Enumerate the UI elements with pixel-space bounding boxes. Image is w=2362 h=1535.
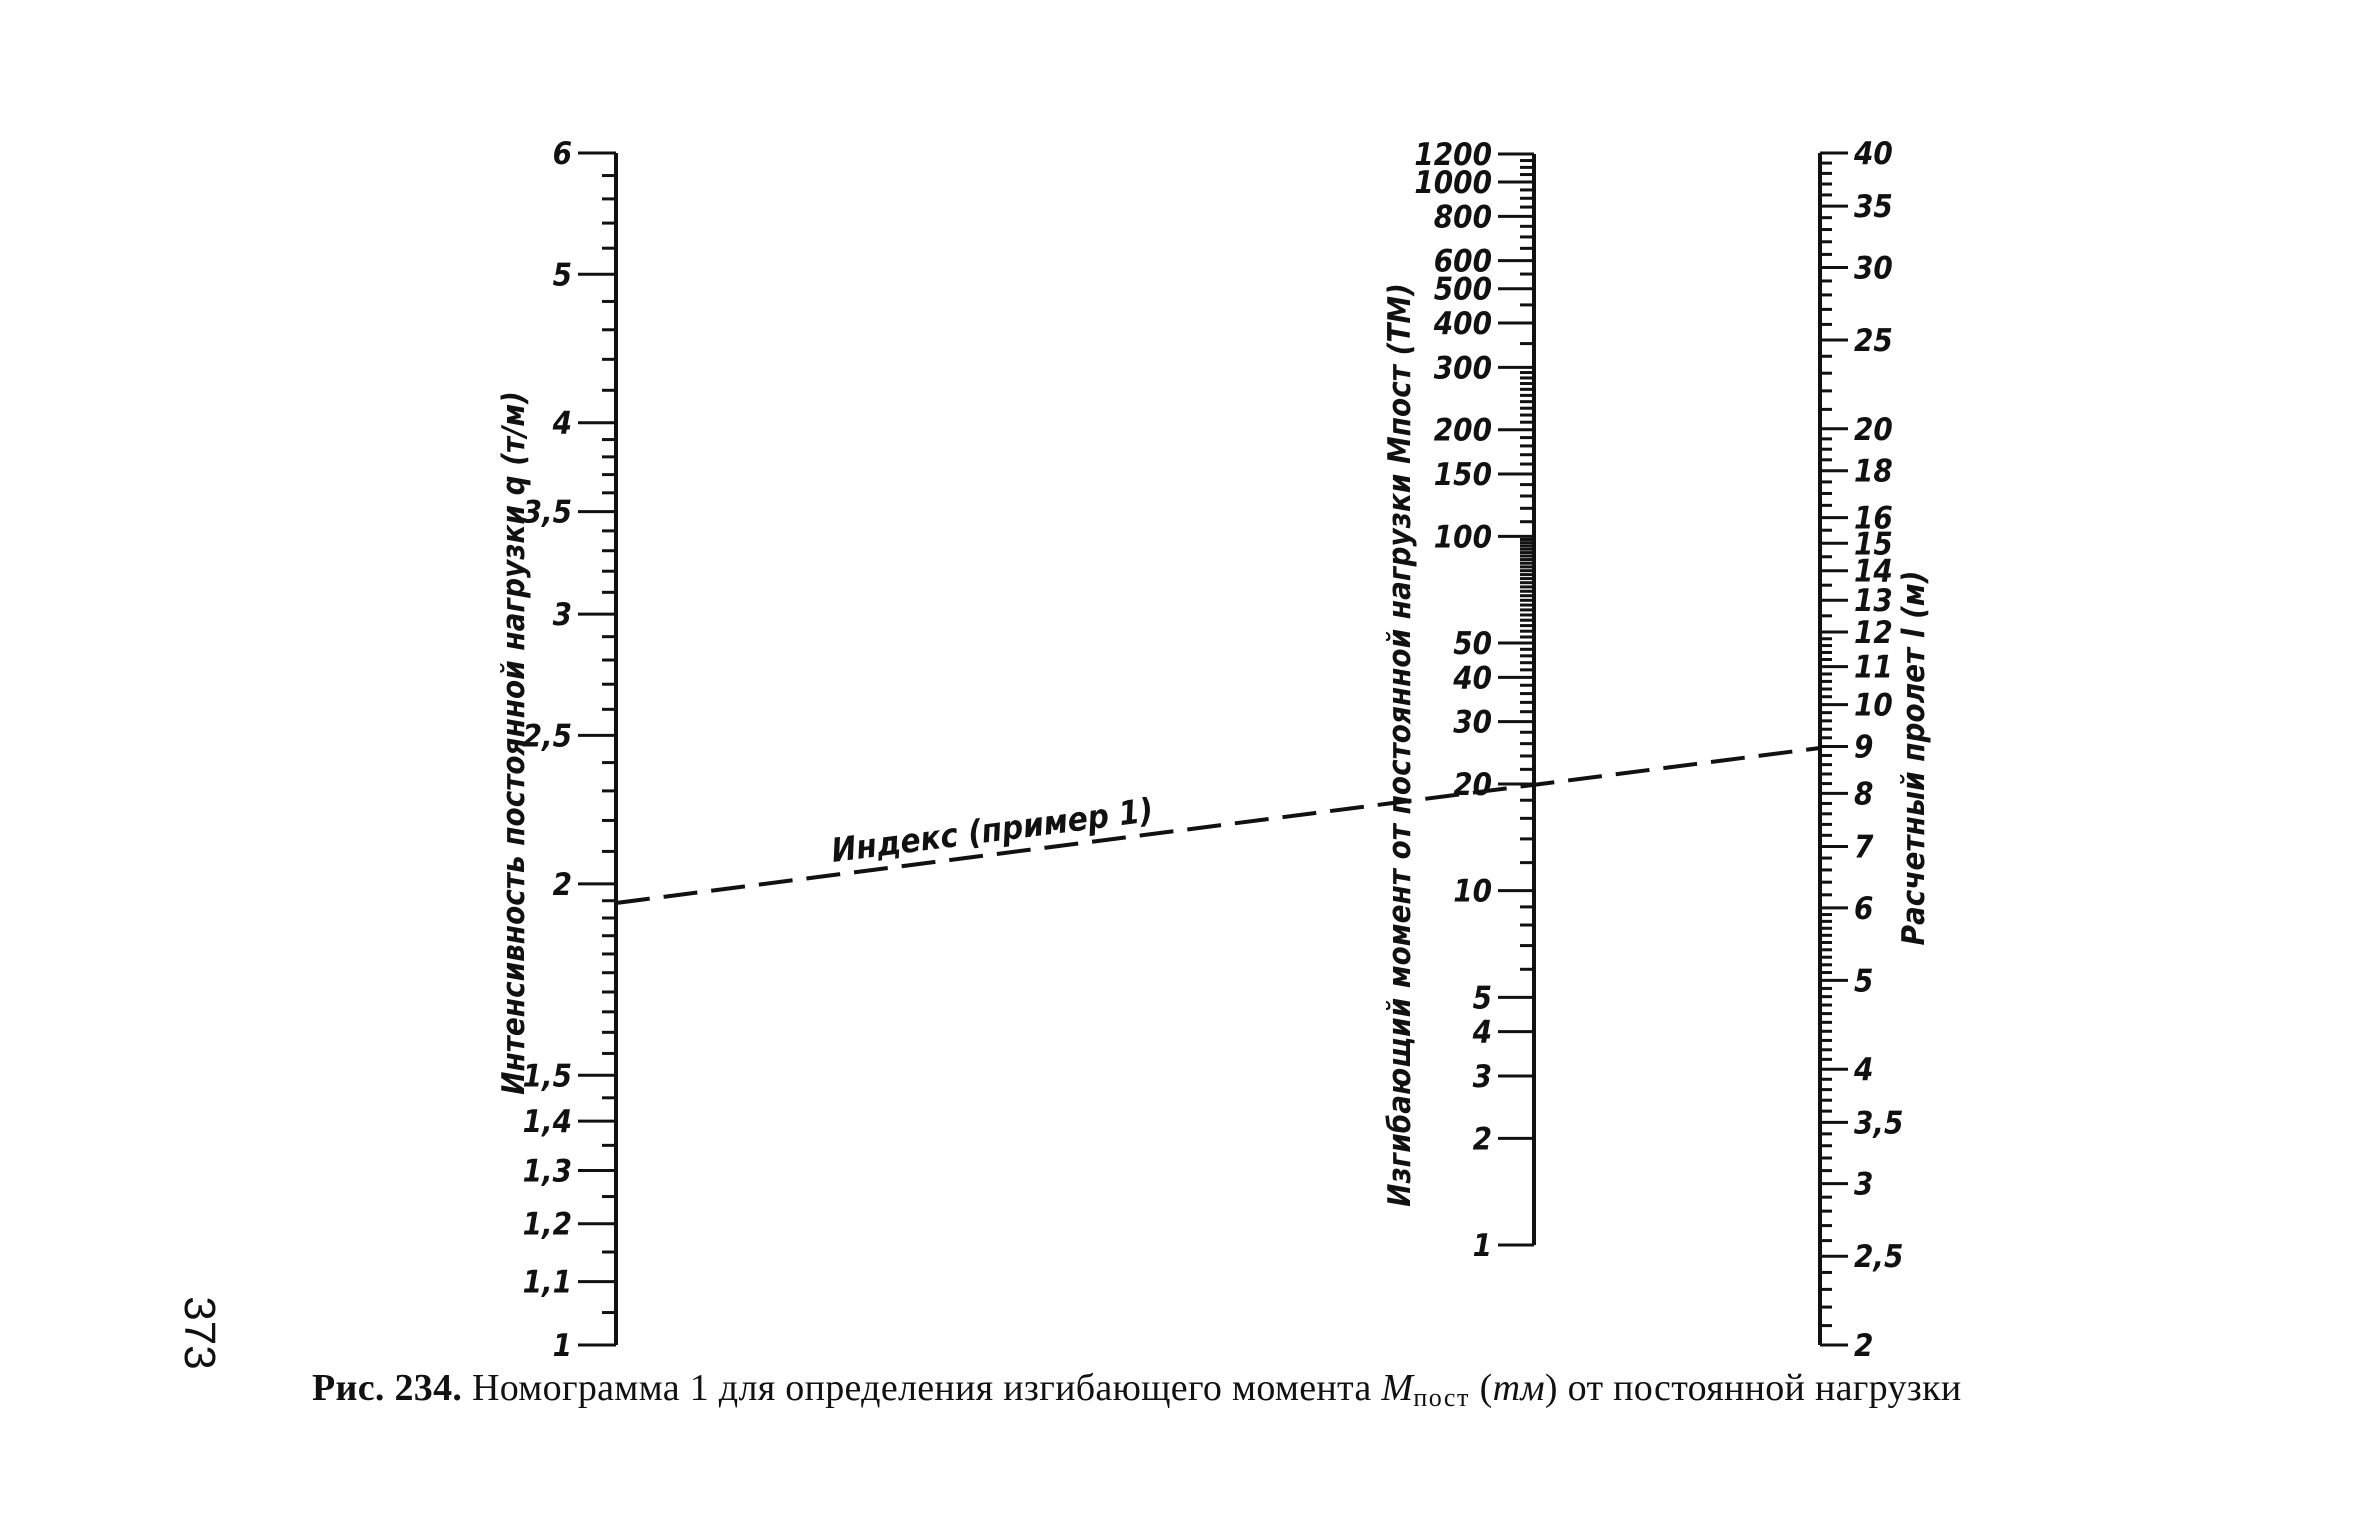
l-tick-label: 4 — [1854, 1052, 1874, 1089]
q-tick-label: 1,2 — [522, 1206, 572, 1243]
figure-label: Рис. 234. — [312, 1367, 463, 1409]
l-tick-label: 10 — [1854, 687, 1893, 724]
q-scale-ticks — [523, 136, 616, 1364]
l-tick-label: 3 — [1854, 1166, 1874, 1203]
q-tick-label: 1,4 — [522, 1104, 572, 1141]
index-line-label: Индекс (пример 1) — [829, 790, 1156, 870]
m-tick-label: 4 — [1472, 1014, 1492, 1051]
page-number: 373 — [175, 1296, 224, 1370]
q-scale-title: Интенсивность постоянной нагрузки q (т/м) — [496, 391, 532, 1095]
l-tick-label: 2 — [1854, 1328, 1874, 1364]
m-scale-ticks — [1414, 137, 1534, 1264]
caption-text-3: ) от постоянной нагрузки — [1544, 1367, 1962, 1409]
caption-symbol: M — [1381, 1367, 1414, 1409]
l-tick-label: 16 — [1854, 500, 1893, 537]
l-tick-label: 14 — [1854, 553, 1893, 590]
q-tick-label: 5 — [552, 257, 572, 294]
m-tick-label: 200 — [1433, 412, 1492, 449]
l-scale-ticks — [1820, 136, 1903, 1364]
index-line — [616, 748, 1820, 903]
l-tick-label: 9 — [1854, 729, 1874, 766]
m-tick-label: 1200 — [1414, 137, 1492, 173]
caption-text-1: Номограмма 1 для определения изгибающего момента — [462, 1367, 1382, 1409]
l-scale-title: Расчетный пролет l (м) — [1896, 570, 1932, 946]
l-tick-label: 7 — [1854, 829, 1874, 866]
m-tick-label: 600 — [1433, 243, 1492, 280]
l-tick-label: 18 — [1854, 453, 1893, 490]
l-tick-label: 2,5 — [1854, 1239, 1904, 1276]
q-tick-label: 3,5 — [522, 494, 572, 531]
q-tick-label: 1,3 — [522, 1153, 572, 1190]
l-tick-label: 3,5 — [1854, 1105, 1904, 1142]
m-tick-label: 300 — [1433, 350, 1492, 387]
m-tick-label: 150 — [1433, 456, 1492, 493]
q-tick-label: 1 — [552, 1328, 572, 1364]
q-tick-label: 1,5 — [522, 1058, 572, 1095]
l-tick-label: 35 — [1854, 189, 1893, 226]
l-tick-label: 15 — [1854, 526, 1893, 563]
l-tick-label: 6 — [1854, 890, 1874, 927]
l-tick-label: 40 — [1854, 136, 1893, 172]
figure-caption — [312, 1366, 2132, 1413]
q-tick-label: 3 — [552, 597, 572, 634]
m-tick-label: 50 — [1453, 626, 1492, 663]
l-tick-label: 13 — [1854, 583, 1893, 620]
m-tick-label: 40 — [1453, 660, 1492, 697]
m-tick-label: 5 — [1472, 980, 1492, 1017]
l-tick-label: 25 — [1854, 323, 1893, 360]
m-tick-label: 10 — [1453, 873, 1492, 910]
m-tick-label: 100 — [1433, 519, 1492, 556]
q-tick-label: 2 — [552, 866, 572, 903]
q-tick-label: 6 — [552, 136, 572, 172]
caption-text-2: ( — [1469, 1367, 1493, 1409]
caption-unit: тм — [1492, 1367, 1545, 1409]
m-scale-title: Изгибающий момент от постоянной нагрузки Мпост (ТМ) — [1382, 283, 1418, 1207]
m-tick-label: 400 — [1433, 306, 1492, 343]
m-tick-label: 3 — [1472, 1058, 1492, 1095]
m-tick-label: 1000 — [1414, 165, 1492, 202]
m-tick-label: 30 — [1453, 704, 1492, 741]
m-tick-label: 1 — [1472, 1228, 1492, 1264]
l-tick-label: 30 — [1854, 250, 1893, 287]
l-tick-label: 11 — [1854, 649, 1893, 686]
l-tick-label: 20 — [1854, 411, 1893, 448]
m-tick-label: 2 — [1472, 1121, 1492, 1158]
caption-subscript: пост — [1413, 1383, 1470, 1412]
l-tick-label: 5 — [1854, 963, 1874, 1000]
l-tick-label: 12 — [1854, 615, 1893, 652]
m-tick-label: 800 — [1433, 199, 1492, 236]
m-tick-label: 20 — [1453, 767, 1492, 804]
q-tick-label: 4 — [552, 405, 572, 442]
m-tick-label: 500 — [1433, 271, 1492, 308]
l-tick-label: 8 — [1854, 776, 1874, 813]
q-tick-label: 1,1 — [522, 1264, 572, 1301]
q-tick-label: 2,5 — [522, 718, 572, 755]
